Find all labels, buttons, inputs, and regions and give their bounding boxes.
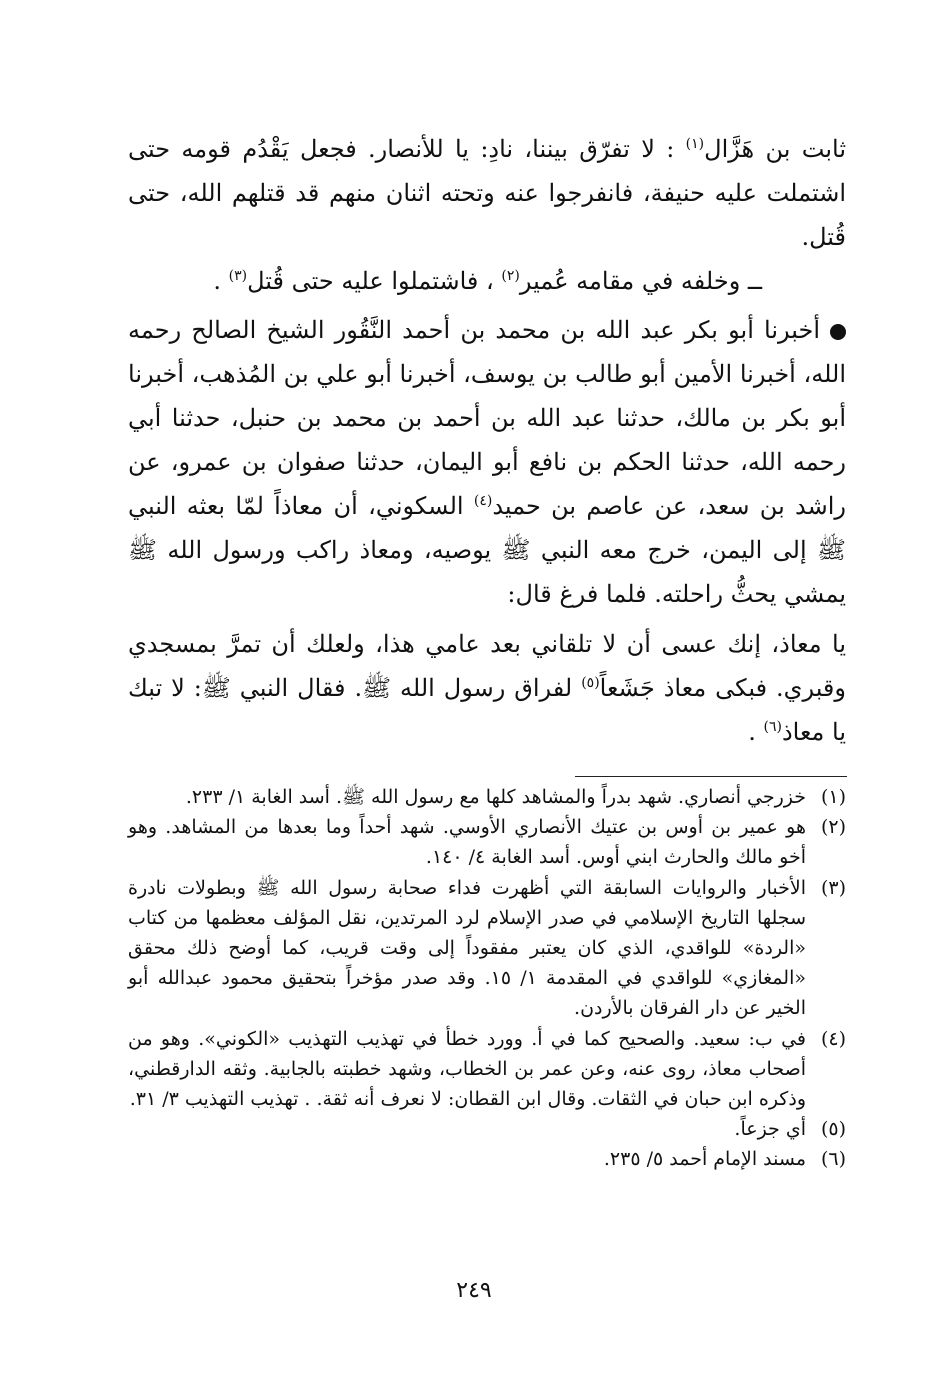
footnote-text: مسند الإمام أحمد ٥/ ٢٣٥. bbox=[603, 1148, 806, 1171]
footnotes bbox=[128, 782, 846, 1175]
footnote-item bbox=[128, 1024, 846, 1115]
top-paragraph bbox=[128, 127, 846, 259]
footnote-number: (١) bbox=[820, 786, 846, 808]
footnote-number: (٥) bbox=[820, 1118, 846, 1141]
top-text-part: . bbox=[213, 267, 229, 295]
footnote-ref: (٥) bbox=[581, 675, 600, 691]
top-text-part: : لا تفرّق بيننا، نادِ: يا للأنصار. فجعل يَقْدُم قومه حتى اشتملت عليه حنيفة، فانفرجوا عنه وتحته اثنان منهم قد قتلهم الله، حتى قُتل. bbox=[128, 135, 846, 251]
top-text-part: ــ وخلفه في مقامه عُمير bbox=[519, 267, 762, 295]
footnote-ref: (٤) bbox=[473, 493, 493, 509]
hadith-text-part: السكوني، أن معاذاً لمّا بعثه النبي ﷺ إلى اليمن، خرج معه النبي ﷺ يوصيه، ومعاذ راكب ورسول الله ﷺ يمشي يحثُّ راحلته. فلما فرغ قال: bbox=[128, 492, 846, 608]
footnote-text: هو عمير بن أوس بن عتيك الأنصاري الأوسي. شهد أحداً وما بعدها من المشاهد. وهو أخو مالك والحارث ابني أوس. أسد الغابة ٤/ ١٤٠. bbox=[128, 816, 806, 869]
footnote-number: (٢) bbox=[820, 816, 846, 839]
footnote-item bbox=[128, 1144, 846, 1174]
footnote-divider bbox=[575, 776, 847, 777]
footnote-number: (٦) bbox=[820, 1148, 846, 1171]
footnote-ref: (٦) bbox=[763, 719, 782, 735]
footnote-ref: (١) bbox=[685, 136, 705, 152]
footnote-text: أي جزعاً. bbox=[734, 1118, 806, 1141]
hadith-text-part: أخبرنا أبو بكر عبد الله بن محمد بن أحمد النَّقُور الشيخ الصالح رحمه الله، أخبرنا الأمين أبو طالب بن يوسف، أخبرنا أبو علي بن المُذهب، أخبرنا أبو بكر بن مالك، حدثنا عبد الله بن أحمد بن محمد بن حنبل، حدثنا أبي رحمه الله، حدثنا الحكم بن نافع أبو اليمان، حدثنا صفوان بن عمرو، عن راشد بن سعد، عن عاصم بن حميد bbox=[128, 316, 846, 520]
footnote-text: خزرجي أنصاري. شهد بدراً والمشاهد كلها مع رسول الله ﷺ. أسد الغابة ١/ ٢٣٣. bbox=[185, 786, 806, 808]
footnote-number: (٣) bbox=[820, 876, 846, 899]
footnote-number: (٤) bbox=[820, 1027, 846, 1050]
footnote-text: الأخبار والروايات السابقة التي أظهرت فداء صحابة رسول الله ﷺ وبطولات نادرة سجلها التاريخ الإسلامي في صدر الإسلام لرد المرتدين، نقل المؤلف معظمها من كتاب «الردة» للواقدي، الذي كان يعتبر مفقوداً إلى وقت قريب، كما أوضح ذلك محقق «المغازي» للواقدي في المقدمة ١/ ١٥. وقد صدر مؤخراً بتحقيق محمود عبدالله أبو الخير عن دار الفرقان بالأردن. bbox=[128, 876, 807, 1020]
footnote-item bbox=[128, 782, 846, 812]
page-number: ٢٤٩ bbox=[456, 1278, 492, 1303]
bullet-icon bbox=[830, 324, 846, 340]
hadith-paragraph bbox=[128, 308, 846, 616]
hadith-text-part: . bbox=[748, 718, 764, 746]
footnote-text: في ب: سعيد. والصحيح كما في أ. وورد خطأ في تهذيب التهذيب «الكوني». وهو من أصحاب معاذ، روى عنه، وعن عمر بن الخطاب، وشهد خطبته بالجابية. وثقه الدارقطني، وذكره ابن حبان في الثقات. وقال ابن القطان: لا نعرف أنه ثقة. . تهذيب التهذيب ٣/ ٣١. bbox=[128, 1027, 806, 1111]
footnote-item bbox=[128, 812, 846, 872]
footnote-item bbox=[128, 873, 846, 1024]
hadith-section bbox=[128, 308, 846, 754]
top-text-part: ، فاشتملوا عليه حتى قُتل bbox=[247, 267, 502, 295]
footnote-ref: (٢) bbox=[501, 268, 520, 284]
hadith-text-part: يا معاذ، إنك عسى أن لا تلقاني بعد عامي هذا، ولعلك أن تمرَّ بمسجدي وقبري. فبكى معاذ جَشَعاً bbox=[128, 630, 846, 702]
footnote-item bbox=[128, 1114, 846, 1144]
hadith-paragraph bbox=[128, 622, 846, 754]
top-text-part: ثابت بن هَزَّال bbox=[704, 135, 846, 163]
footnote-ref: (٣) bbox=[228, 268, 248, 284]
hadith-text-part: لفراق رسول الله ﷺ. فقال النبي ﷺ: لا تبك يا معاذ bbox=[128, 674, 846, 746]
top-paragraph-continuation bbox=[128, 259, 846, 303]
top-section bbox=[128, 127, 846, 303]
